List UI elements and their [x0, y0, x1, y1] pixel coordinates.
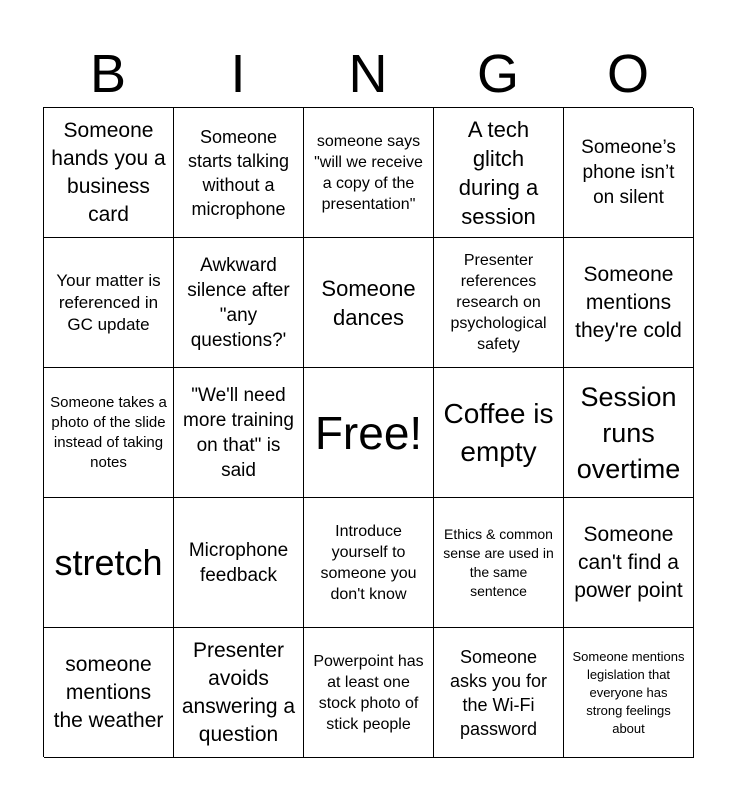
- bingo-cell[interactable]: [564, 108, 694, 238]
- bingo-cell[interactable]: [44, 108, 174, 238]
- bingo-cell[interactable]: [174, 368, 304, 498]
- bingo-cell[interactable]: [564, 498, 694, 628]
- bingo-cell[interactable]: [434, 498, 564, 628]
- bingo-cell[interactable]: [304, 108, 434, 238]
- cell-text: Awkward silence after "any questions?': [187, 254, 290, 351]
- bingo-cell[interactable]: [44, 498, 174, 628]
- bingo-cell-free[interactable]: [304, 368, 434, 498]
- bingo-cell[interactable]: [434, 108, 564, 238]
- cell-text: Someone hands you a business card: [51, 118, 166, 226]
- cell-text: Presenter references research on psychological safety: [450, 252, 547, 353]
- cell-text: Presenter avoids answering a question: [181, 638, 296, 746]
- cell-text: Someone takes a photo of the slide instead of taking notes: [50, 393, 167, 471]
- bingo-cell[interactable]: [434, 628, 564, 758]
- bingo-cell[interactable]: [174, 108, 304, 238]
- header-letter-g: G: [476, 44, 519, 104]
- cell-text: Someone mentions they're cold: [575, 262, 682, 342]
- bingo-cell[interactable]: [564, 628, 694, 758]
- cell-text: Someone’s phone isn’t on silent: [581, 137, 676, 208]
- cell-text: Microphone feedback: [188, 539, 289, 586]
- bingo-header: [43, 40, 693, 108]
- bingo-cell[interactable]: [304, 238, 434, 368]
- bingo-cell[interactable]: [434, 368, 564, 498]
- cell-text: Session runs overtime: [576, 381, 681, 484]
- bingo-cell[interactable]: [174, 238, 304, 368]
- bingo-cell[interactable]: [44, 238, 174, 368]
- bingo-cell[interactable]: [174, 498, 304, 628]
- bingo-cell[interactable]: [434, 238, 564, 368]
- bingo-cell[interactable]: [304, 498, 434, 628]
- bingo-cell[interactable]: [44, 368, 174, 498]
- header-letter-b: B: [89, 44, 127, 104]
- cell-text: Introduce yourself to someone you don't know: [320, 522, 417, 603]
- header-letter-i: I: [230, 44, 246, 104]
- bingo-cell[interactable]: [564, 368, 694, 498]
- bingo-cell[interactable]: [174, 628, 304, 758]
- cell-text: Someone asks you for the Wi-Fi password: [449, 646, 548, 739]
- cell-text: Your matter is referenced in GC update: [56, 270, 161, 334]
- cell-text: Coffee is empty: [443, 397, 554, 467]
- cell-text: someone mentions the weather: [53, 652, 164, 732]
- cell-text: Someone dances: [321, 275, 416, 330]
- bingo-cell[interactable]: [304, 628, 434, 758]
- free-space-text: Free!: [314, 406, 423, 459]
- cell-text: stretch: [54, 541, 163, 583]
- cell-text: Powerpoint has at least one stock photo of stick people: [313, 652, 424, 733]
- cell-text: Someone mentions legislation that everyone has strong feelings about: [572, 648, 685, 736]
- bingo-cell[interactable]: [564, 238, 694, 368]
- cell-text: Ethics & common sense are used in the same sentence: [443, 525, 554, 599]
- cell-text: Someone can't find a power point: [574, 522, 683, 602]
- bingo-cell[interactable]: [44, 628, 174, 758]
- cell-text: "We'll need more training on that" is said: [183, 384, 294, 481]
- header-letter-o: O: [606, 44, 649, 104]
- header-letter-n: N: [348, 44, 388, 104]
- cell-text: someone says "will we receive a copy of the presentation": [314, 132, 423, 213]
- cell-text: Someone starts talking without a microphone: [187, 126, 290, 219]
- cell-text: A tech glitch during a session: [458, 116, 539, 229]
- bingo-board: [43, 107, 693, 757]
